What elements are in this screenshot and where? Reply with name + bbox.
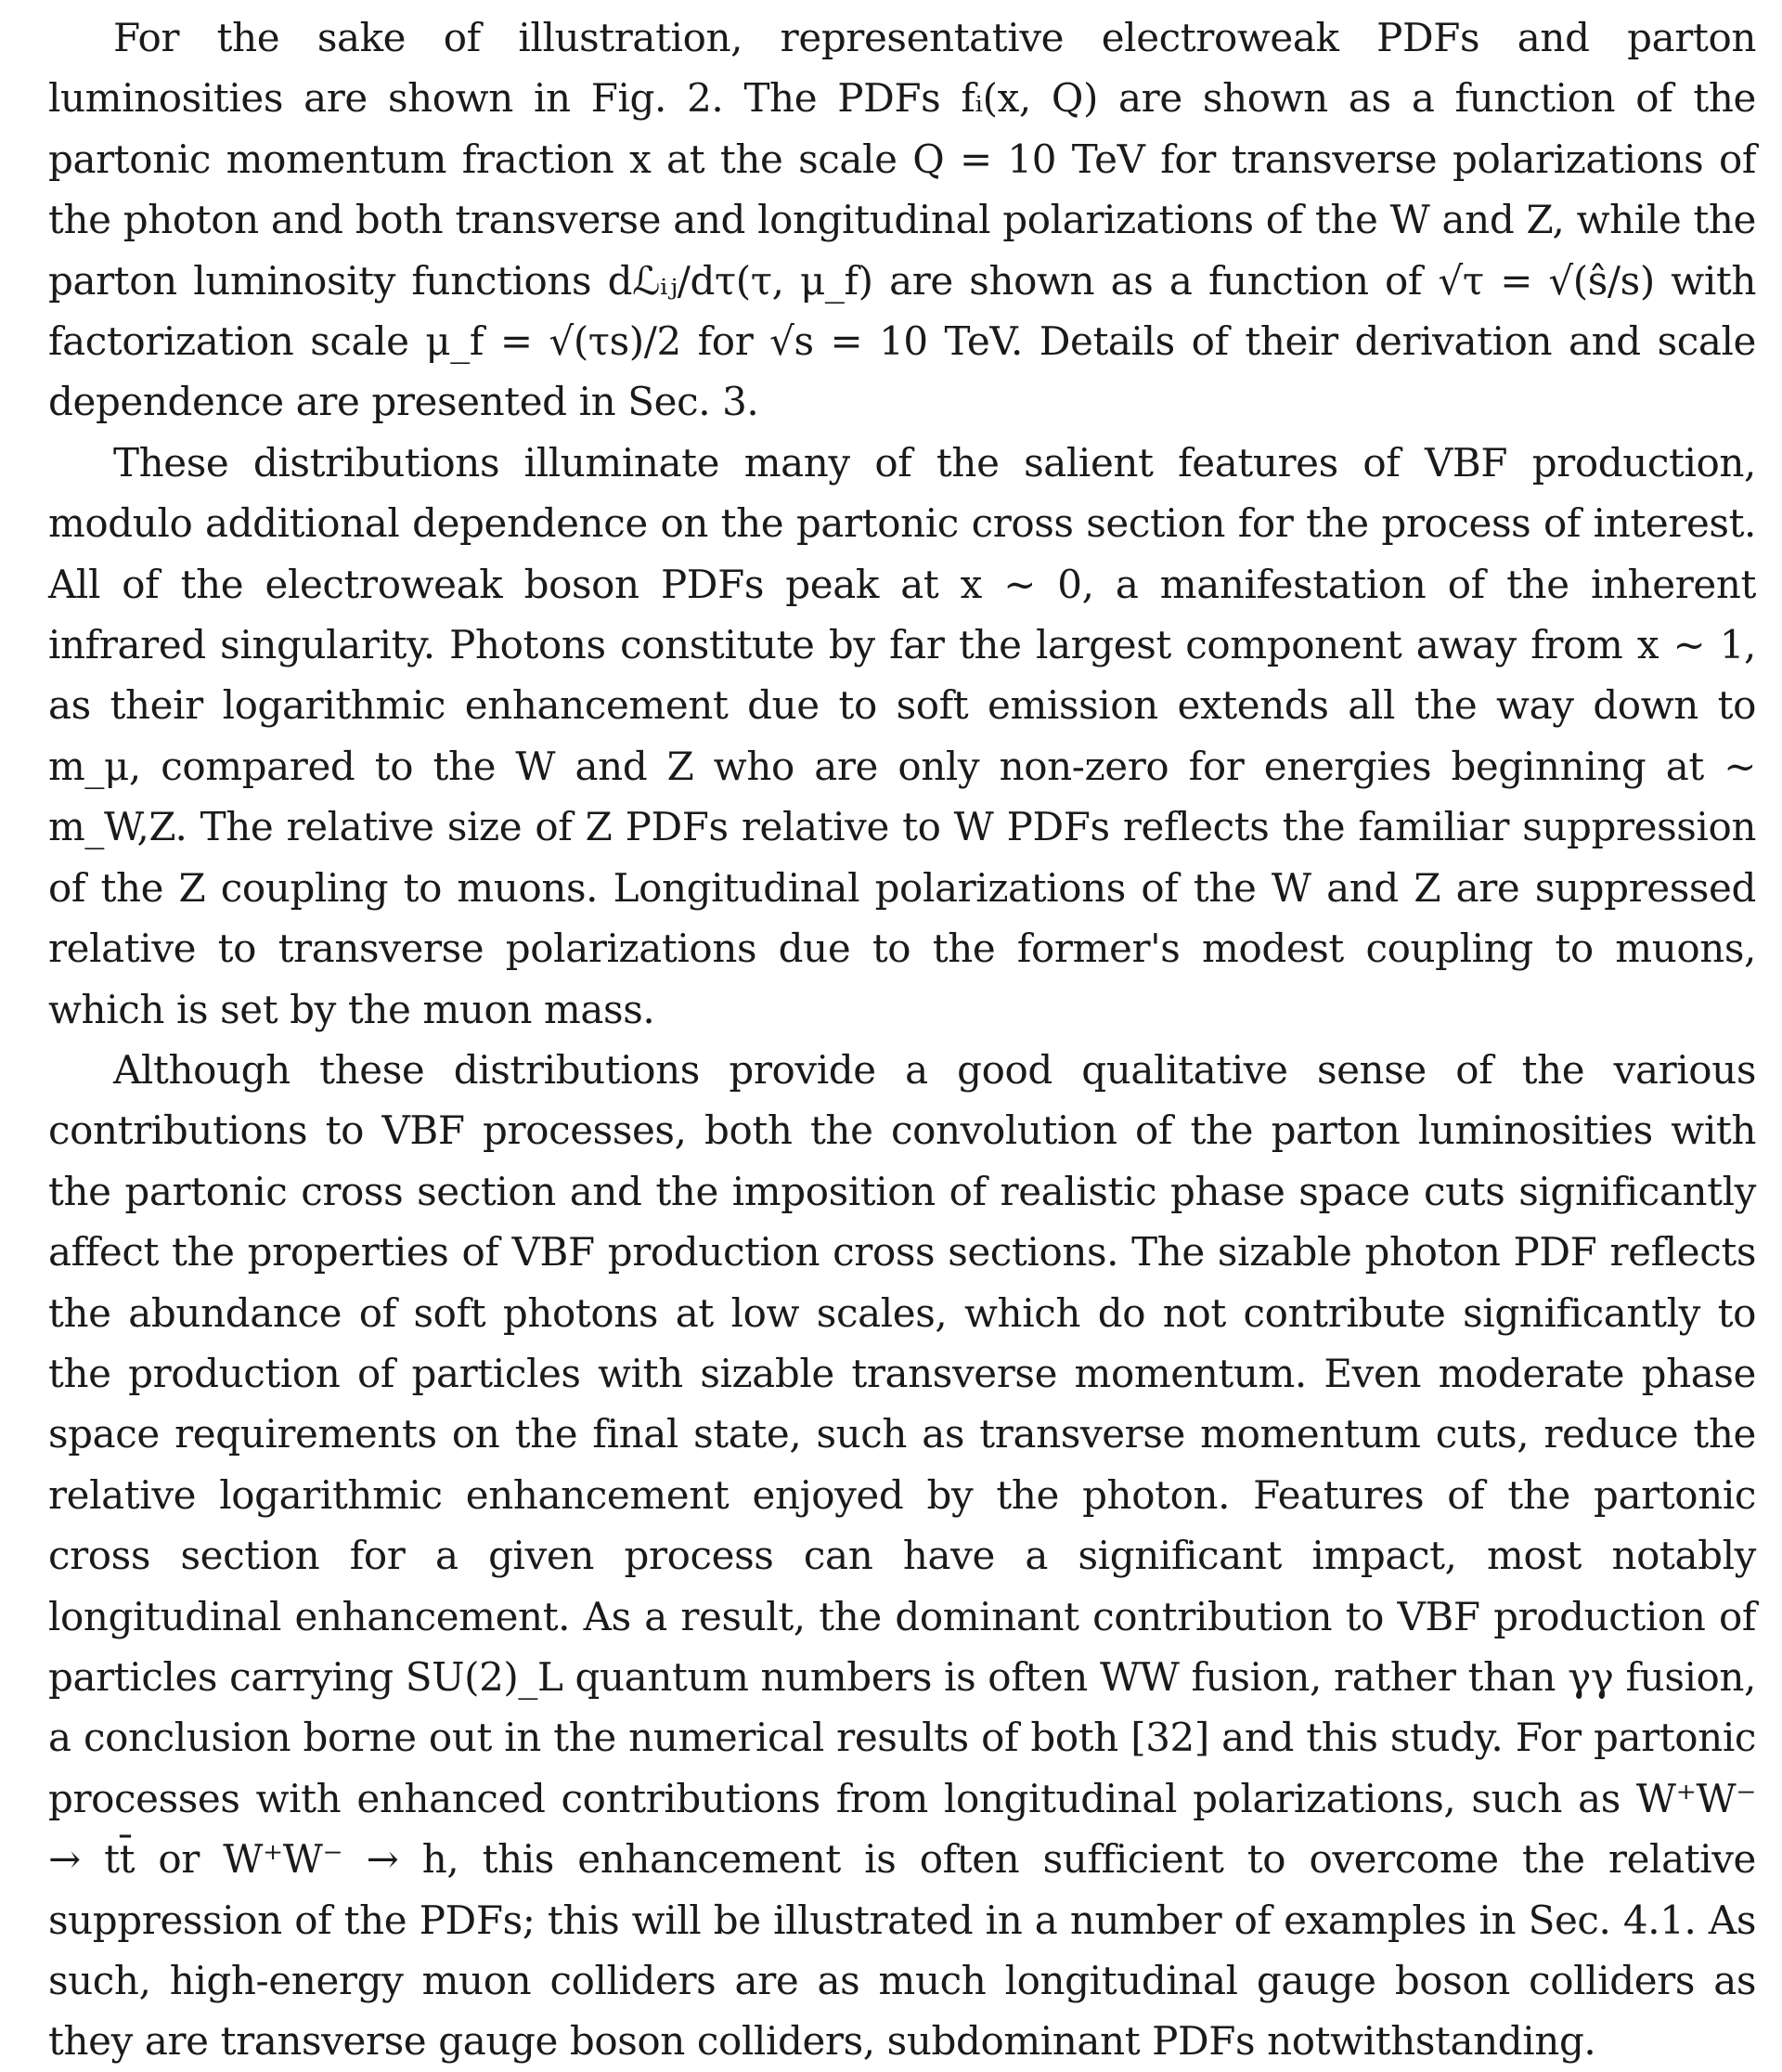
document-body (48, 7, 1756, 2072)
paragraph-2: These distributions illuminate many of the salient features of VBF production, modulo additional dependence on the partonic cross section for the process of interest. All of the electroweak boson PDFs peak at x ∼ 0, a manifestation of the inherent infrared singularity. Photons constitute by far the largest component away from x ∼ 1, as their logarithmic enhancement due to soft emission extends all the way down to m_μ, compared to the W and Z who are only non-zero for energies beginning at ∼ m_W,Z. The relative size of Z PDFs relative to W PDFs reflects the familiar suppression of the Z coupling to muons. Longitudinal polarizations of the W and Z are suppressed relative to transverse polarizations due to the former's modest coupling to muons, which is set by the muon mass. (48, 439, 1756, 1032)
paragraph-1: For the sake of illustration, representative electroweak PDFs and parton luminosities are shown in Fig. 2. The PDFs fᵢ(x, Q) are shown as a function of the partonic momentum fraction x at the scale Q = 10 TeV for transverse polarizations of the photon and both transverse and longitudinal polarizations of the W and Z, while the parton luminosity functions dℒᵢⱼ/dτ(τ, μ_f) are shown as a function of √τ = √(ŝ/s) with factorization scale μ_f = √(τs)/2 for √s = 10 TeV. Details of their derivation and scale dependence are presented in Sec. 3. (48, 15, 1756, 425)
paragraph-3: Although these distributions provide a good qualitative sense of the various contributions to VBF processes, both the convolution of the parton luminosities with the partonic cross section and the imposition of realistic phase space cuts significantly affect the properties of VBF production cross sections. The sizable photon PDF reflects the abundance of soft photons at low scales, which do not contribute significantly to the production of particles with sizable transverse momentum. Even moderate phase space requirements on the final state, such as transverse momentum cuts, reduce the relative logarithmic enhancement enjoyed by the photon. Features of the partonic cross section for a given process can have a significant impact, most notably longitudinal enhancement. As a result, the dominant contribution to VBF production of particles carrying SU(2)_L quantum numbers is often WW fusion, rather than γγ fusion, a conclusion borne out in the numerical results of both [32] and this study. For partonic processes with enhanced contributions from longitudinal polarizations, such as W⁺W⁻ → tt̄ or W⁺W⁻ → h, this enhancement is often sufficient to overcome the relative suppression of the PDFs; this will be illustrated in a number of examples in Sec. 4.1. As such, high-energy muon colliders are as much longitudinal gauge boson colliders as they are transverse gauge boson colliders, subdominant PDFs notwithstanding. (48, 1046, 1756, 2065)
